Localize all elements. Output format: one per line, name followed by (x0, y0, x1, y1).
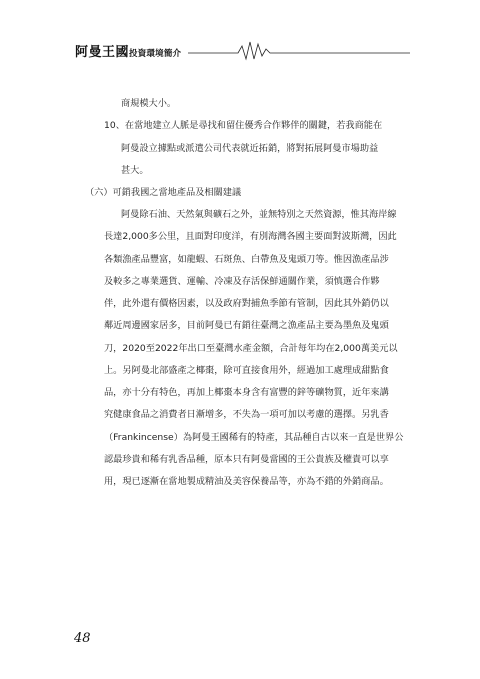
body-line: （Frankincense）為阿曼王國稀有的特產，其品種自古以來一直是世界公 (104, 432, 404, 443)
body-line: 各類漁產品豐富，如龍蝦、石斑魚、白帶魚及鬼頭刀等。惟因漁產品涉 (104, 254, 389, 265)
body-line: 甚大。 (121, 165, 149, 176)
body-line: 究健康食品之消費者日漸增多，不失為一項可加以考慮的選擇。另乳香 (104, 409, 389, 420)
body-line: 上。另阿曼北部盛產之椰棗，除可直接食用外，經過加工處理成甜點食 (104, 365, 389, 376)
header-title-main: 阿曼王國 (75, 45, 130, 60)
header-title-sub: 投資環境簡介 (129, 49, 182, 59)
section-heading: （六）可銷我國之當地產品及相關建議 (85, 187, 242, 198)
body-line: 鄰近周邊國家居多，目前阿曼已有銷往臺灣之漁產品主要為墨魚及鬼頭 (104, 320, 389, 331)
header-rule-heartbeat (0, 32, 480, 62)
body-line: 阿曼除石油、天然氣與礦石之外，並無特別之天然資源，惟其海岸線 (121, 209, 397, 220)
page-number: 48 (74, 631, 91, 646)
body-line: 商規模大小。 (121, 98, 177, 109)
body-line: 阿曼設立據點或派遣公司代表就近拓銷，將對拓展阿曼市場助益 (121, 143, 379, 154)
body-line: 及較多之專業選貨、運輸、冷凍及存活保鮮通關作業，須慎選合作夥 (104, 276, 380, 287)
page-header (0, 32, 480, 62)
body-line: 刀，2020至2022年出口至臺灣水產金額，合計每年均在2,000萬美元以 (104, 343, 398, 354)
body-line: 10、在當地建立人脈是尋找和留住優秀合作夥伴的關鍵，若我商能在 (104, 120, 383, 131)
header-title (75, 41, 181, 60)
body-line: 長達2,000多公里，且面對印度洋，有別海灣各國主要面對波斯灣，因此 (104, 231, 397, 242)
body-line: 用，現已逐漸在當地製成精油及美容保養品等，亦為不錯的外銷商品。 (104, 476, 389, 487)
body-line: 認最珍貴和稀有乳香品種，原本只有阿曼當國的王公貴族及權貴可以享 (104, 454, 389, 465)
body-line: 伴，此外還有價格因素，以及政府對捕魚季節有管制，因此其外銷仍以 (104, 298, 389, 309)
body-line: 品，亦十分有特色，再加上椰棗本身含有富豐的鋅等礦物質，近年來講 (104, 387, 389, 398)
